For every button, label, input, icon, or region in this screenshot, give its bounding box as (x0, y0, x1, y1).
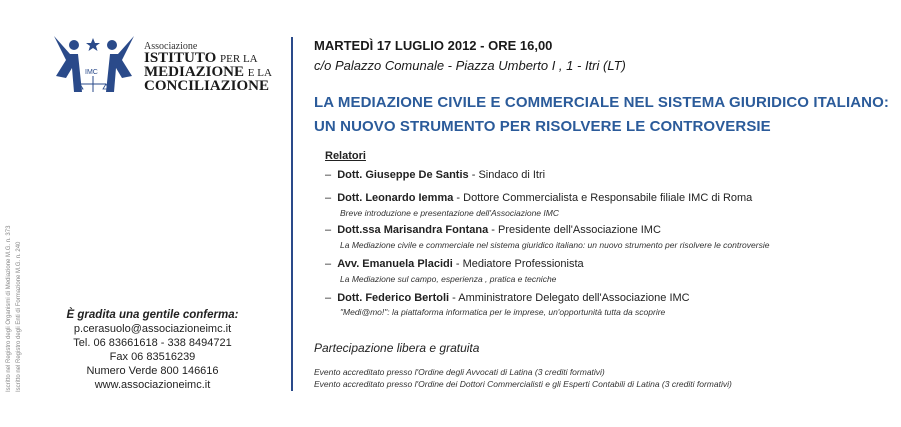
accreditation-2: Evento accreditato presso l'Ordine dei Dottori Commercialisti e gli Esperti Contabili di Latina (3 crediti formativi) (314, 379, 732, 389)
contact-toll-free: Numero Verde 800 146616 (86, 365, 219, 377)
logo-line3: CONCILIAZIONE (144, 78, 270, 94)
speaker-3: – Dott.ssa Marisandra Fontana - Presidente dell'Associazione IMC (325, 224, 661, 236)
svg-text:IMC: IMC (85, 69, 98, 76)
speaker-3-note: La Mediazione civile e commerciale nel sistema giuridico italiano: un nuovo strumento per risolvere le controversie (340, 240, 770, 250)
event-title-line-1: LA MEDIAZIONE CIVILE E COMMERCIALE NEL SISTEMA GIURIDICO ITALIANO: (314, 94, 889, 111)
confirmation-title: È gradita una gentile conferma: (66, 309, 239, 321)
speaker-4-note: La Mediazione sul campo, esperienza , pratica e tecniche (340, 274, 557, 284)
event-title-line-2: UN NUOVO STRUMENTO PER RISOLVERE LE CONTROVERSIE (314, 118, 771, 135)
speaker-5-note: "Medi@mo!": la piattaforma informatica per le imprese, un'opportunità tutta da scoprire (340, 307, 666, 317)
speaker-2-note: Breve introduzione e presentazione dell'Associazione IMC (340, 208, 559, 218)
logo-associazione: Associazione (144, 41, 198, 52)
contact-phone: Tel. 06 83661618 - 338 8494721 (73, 337, 232, 349)
speakers-heading: Relatori (325, 150, 366, 162)
contact-fax: Fax 06 83516239 (109, 351, 196, 363)
logo-figures-icon (52, 36, 147, 98)
event-place: c/o Palazzo Comunale - Piazza Umberto I , 1 - Itri (LT) (314, 58, 626, 73)
speaker-2: – Dott. Leonardo Iemma - Dottore Commercialista e Responsabile filiale IMC di Roma (325, 192, 753, 204)
logo-line1: ISTITUTO PER LA (144, 50, 258, 66)
speaker-5: – Dott. Federico Bertoli - Amministratore Delegato dell'Associazione IMC (325, 292, 690, 304)
vertical-divider (291, 37, 293, 391)
speaker-1: – Dott. Giuseppe De Santis - Sindaco di Itri (325, 169, 546, 181)
accreditation-1: Evento accreditato presso l'Ordine degli Avvocati di Latina (3 crediti formativi) (314, 367, 605, 377)
participation-note: Partecipazione libera e gratuita (314, 341, 480, 355)
registry-line-1: Iscritto nel Registro degli Organismi di Mediazione M.G. n. 373 (6, 225, 12, 392)
registry-line-2: Iscritto nel Registro degli Enti di Formazione M.G. n. 240 (16, 241, 22, 392)
speaker-4: – Avv. Emanuela Placidi - Mediatore Professionista (325, 258, 584, 270)
contact-email[interactable]: p.cerasuolo@associazioneimc.it (73, 323, 232, 335)
event-date: MARTEDÌ 17 LUGLIO 2012 - ORE 16,00 (314, 38, 553, 53)
contact-website[interactable]: www.associazioneimc.it (94, 379, 211, 391)
logo-line2: MEDIAZIONE E LA (144, 64, 272, 80)
